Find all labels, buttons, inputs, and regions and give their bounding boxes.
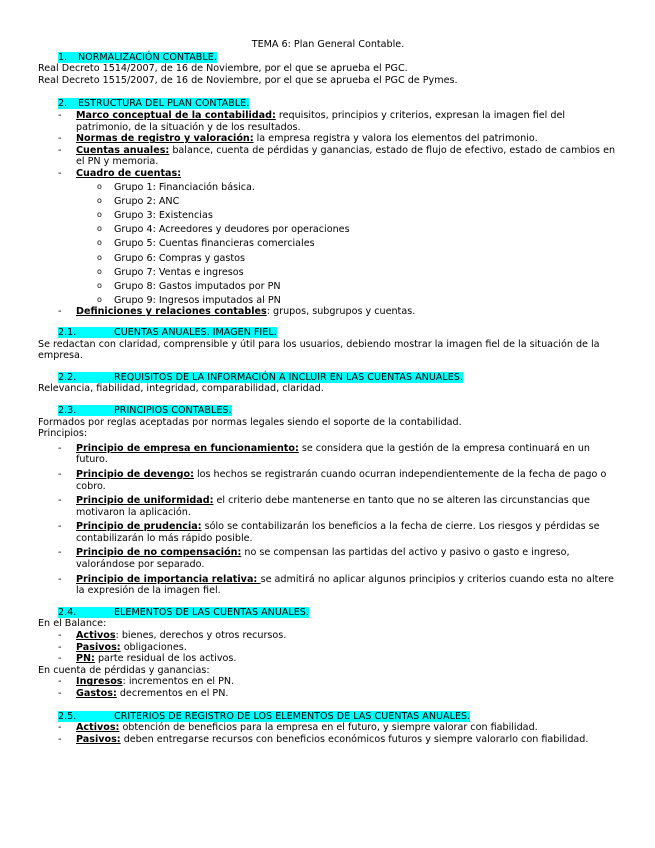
group-item: o Grupo 1: Financiación básica. bbox=[76, 182, 618, 194]
list-item: - Definiciones y relaciones contables: grupos, subgrupos y cuentas. bbox=[38, 306, 618, 318]
list-item: - Principio de empresa en funcionamiento: se considera que la gestión de la empresa continuará en un futuro. bbox=[38, 443, 618, 466]
list-item: - Ingresos: incrementos en el PN. bbox=[38, 676, 618, 688]
list-item: - Principio de no compensación: no se compensan las partidas del activo y pasivo o gasto e ingreso, valorándose por separado. bbox=[38, 547, 618, 570]
cuadro-cuentas-list bbox=[76, 182, 618, 306]
list-item: - Principio de importancia relativa: se admitirá no aplicar algunos principios y criterios cuando esta no altere la expresión de la imagen fiel. bbox=[38, 574, 618, 597]
section-heading-elementos: 2.4. ELEMENTOS DE LAS CUENTAS ANUALES. bbox=[58, 606, 309, 618]
pyg-list bbox=[38, 676, 618, 699]
list-item: - Normas de registro y valoración: la empresa registra y valora los elementos del patrimonio. bbox=[38, 133, 618, 145]
list-item: - Cuentas anuales: balance, cuenta de pérdidas y ganancias, estado de flujo de efectivo, estado de cambios en el PN y memoria. bbox=[38, 145, 618, 168]
paragraph: Se redactan con claridad, comprensible y útil para los usuarios, debiendo mostrar la imagen fiel de la situación de la empresa. bbox=[38, 338, 600, 362]
section-heading-requisitos: 2.2. REQUISITOS DE LA INFORMACIÓN A INCLUIR EN LAS CUENTAS ANUALES. bbox=[58, 371, 463, 383]
criterios-list bbox=[38, 722, 618, 745]
paragraph: Principios: bbox=[38, 428, 88, 440]
group-item: o Grupo 2: ANC bbox=[76, 196, 618, 208]
document-page bbox=[38, 39, 618, 745]
list-item: - Activos: obtención de beneficios para la empresa en el futuro, y siempre valorar con fiabilidad. bbox=[38, 722, 618, 734]
estructura-list bbox=[38, 110, 618, 318]
paragraph: En el Balance: bbox=[38, 618, 107, 630]
group-item: o Grupo 4: Acreedores y deudores por operaciones bbox=[76, 224, 618, 236]
list-item: - Gastos: decrementos en el PN. bbox=[38, 688, 618, 700]
list-item: - Cuadro de cuentas: o Grupo 1: Financiación básica. o Grupo 2: ANC o Grupo 3: Existencias o Grupo 4: Acreedores y deudores por operaciones o Grupo 5: Cuentas financieras comerciales o Grupo 6: Compras y gastos o Grupo 7: Ventas e ingresos o Grupo 8: Gastos imputados por PN o Grupo 9: Ingresos imputados al PN bbox=[38, 168, 618, 306]
paragraph-line: Real Decreto 1514/2007, de 16 de Noviembre, por el que se aprueba el PGC. bbox=[38, 63, 408, 75]
principios-list bbox=[38, 443, 618, 597]
group-item: o Grupo 5: Cuentas financieras comerciales bbox=[76, 238, 618, 250]
list-item: - Pasivos: deben entregarse recursos con beneficios económicos futuros y siempre valorarlo con fiabilidad. bbox=[38, 734, 618, 746]
section-heading-principios: 2.3. PRINCIPIOS CONTABLES. bbox=[58, 404, 232, 416]
section-heading-normalizacion: 1. NORMALIZACIÓN CONTABLE. bbox=[58, 51, 217, 63]
group-item: o Grupo 9: Ingresos imputados al PN bbox=[76, 295, 618, 307]
paragraph: En cuenta de pérdidas y ganancias: bbox=[38, 664, 210, 676]
list-item: - Activos: bienes, derechos y otros recursos. bbox=[38, 630, 618, 642]
list-item: - PN: parte residual de los activos. bbox=[38, 653, 618, 665]
section-heading-criterios: 2.5. CRITERIOS DE REGISTRO DE LOS ELEMENTOS DE LAS CUENTAS ANUALES. bbox=[58, 710, 471, 722]
section-heading-cuentas-anuales: 2.1. CUENTAS ANUALES. IMAGEN FIEL. bbox=[58, 326, 277, 338]
list-item: - Pasivos: obligaciones. bbox=[38, 642, 618, 654]
document-title: TEMA 6: Plan General Contable. bbox=[251, 39, 405, 50]
list-item: - Principio de devengo: los hechos se registrarán cuando ocurran independientemente de la fecha de pago o cobro. bbox=[38, 469, 618, 492]
paragraph: Relevancia, fiabilidad, integridad, comparabilidad, claridad. bbox=[38, 383, 324, 395]
group-item: o Grupo 3: Existencias bbox=[76, 210, 618, 222]
paragraph: Formados por reglas aceptadas por normas legales siendo el soporte de la contabilidad. bbox=[38, 416, 462, 428]
group-item: o Grupo 6: Compras y gastos bbox=[76, 253, 618, 265]
list-item: - Principio de prudencia: sólo se contabilizarán los beneficios a la fecha de cierre. Los riesgos y pérdidas se contabilizarán lo más rápido posible. bbox=[38, 521, 618, 544]
list-item: - Marco conceptual de la contabilidad: requisitos, principios y criterios, expresan la imagen fiel del patrimonio, de la situación y de los resultados. bbox=[38, 110, 618, 133]
group-item: o Grupo 8: Gastos imputados por PN bbox=[76, 281, 618, 293]
section-heading-estructura: 2. ESTRUCTURA DEL PLAN CONTABLE. bbox=[58, 98, 250, 110]
list-item: - Principio de uniformidad: el criterio debe mantenerse en tanto que no se alteren las circunstancias que motivaron la aplicación. bbox=[38, 495, 618, 518]
balance-list bbox=[38, 630, 618, 665]
group-item: o Grupo 7: Ventas e ingresos bbox=[76, 267, 618, 279]
paragraph-line: Real Decreto 1515/2007, de 16 de Noviembre, por el que se aprueba el PGC de Pymes. bbox=[38, 74, 458, 86]
